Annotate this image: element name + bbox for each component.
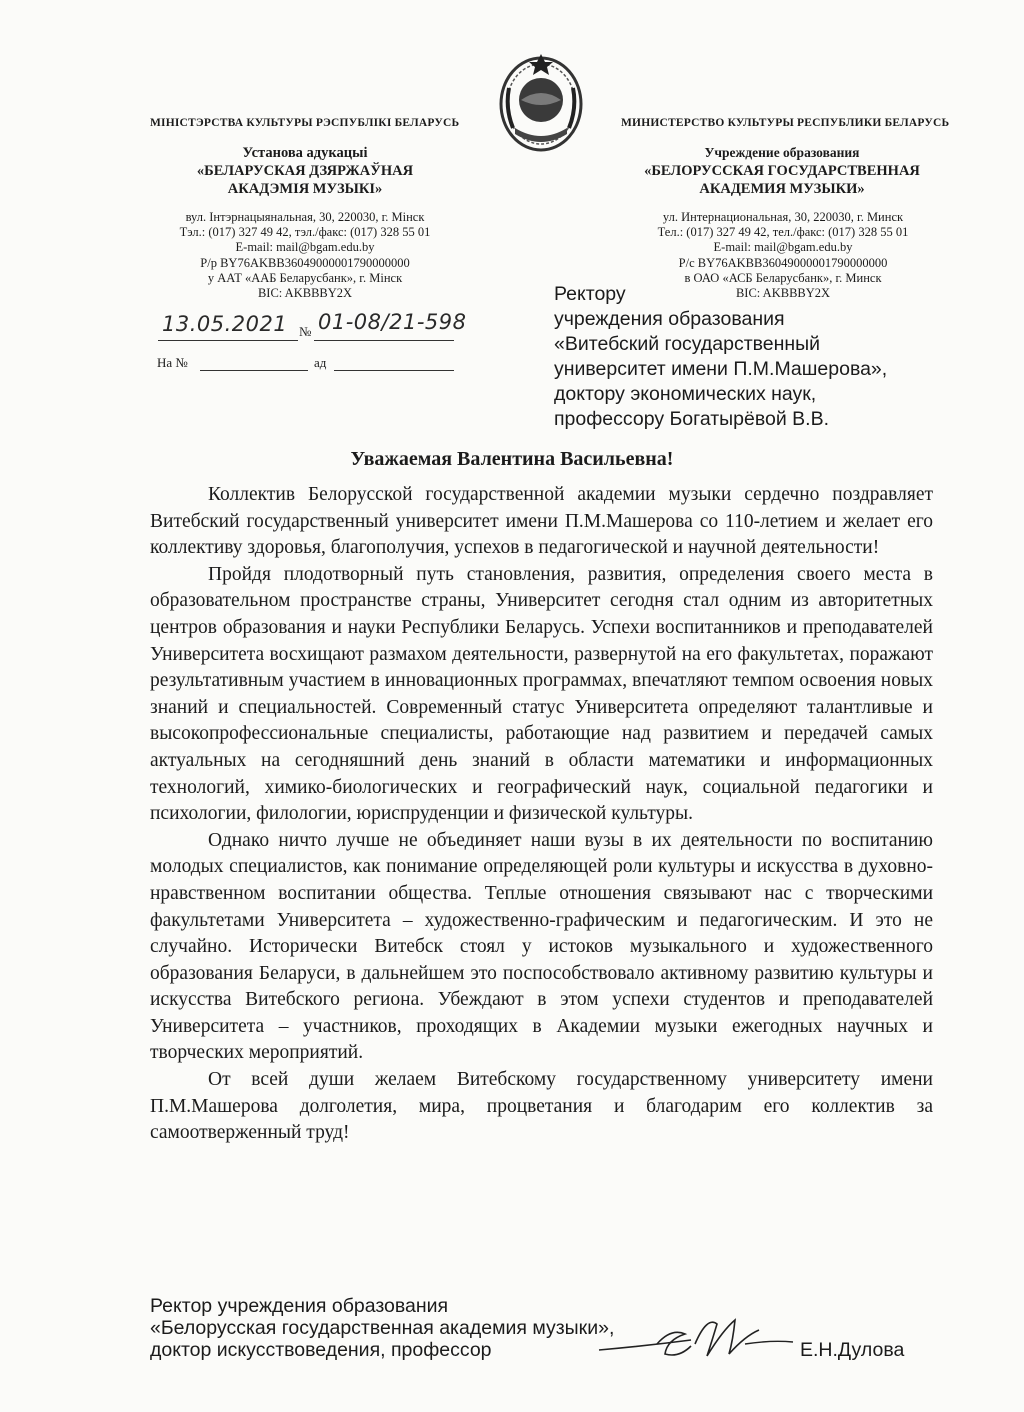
ref-date-label: ад [314, 355, 327, 370]
reg-number: 01-08/21-598 [318, 310, 467, 334]
body-paragraph: Пройдя плодотворный путь становления, развития, определения своего места в образовательном пространстве страны, Университет сегодня стал одним из авторитетных центров образования и науки Республики Беларусь. Успехи воспитанников и преподавателей Университета восхищают размахом деятельности, развернутой на его факультетах, поражают результативным участием в инновационных программах, впечатляют темпом освоения новых знаний и специальностей. Современный статус Университета определяют талантливые и высокопрофессиональные специалисты, работающие над развитием и передачей самых актуальных на сегодняшний день знаний в области математики и информационных технологий, химико-биологических и географический наук, социальной педагогики и психологии, филологии, юриспруденции и физической культуры. [150, 563, 933, 825]
email-ru: E-mail: mail@bgam.edu.by [713, 240, 853, 255]
ref-number-line [200, 370, 308, 371]
org-name-by-1: «БЕЛАРУСКАЯ ДЗЯРЖАЎНАЯ [196, 163, 414, 179]
letter-body [150, 482, 933, 1147]
ministry-title-by: МІНІСТЭРСТВА КУЛЬТУРЫ РЭСПУБЛІКІ БЕЛАРУСЬ [150, 117, 460, 129]
state-emblem-icon [497, 48, 585, 156]
bic-by: BIC: AKBBBY2X [257, 286, 353, 301]
signatory-line: «Белорусская государственная академия музыки», [150, 1317, 615, 1339]
reg-date-line [158, 340, 298, 341]
reg-no-label: № [299, 324, 312, 339]
recipient-block [554, 282, 887, 432]
ref-date-line [334, 370, 454, 371]
recipient-line: профессору Богатырёвой В.В. [554, 408, 830, 430]
recipient-line: университет имени П.М.Машерова», [554, 358, 888, 380]
recipient-line: Ректору [554, 283, 626, 305]
salutation: Уважаемая Валентина Васильевна! [350, 448, 674, 470]
recipient-line: доктору экономических наук, [554, 383, 817, 405]
signatory-name: Е.Н.Дулова [800, 1339, 905, 1361]
org-name-ru-2: АКАДЕМИЯ МУЗЫКИ» [699, 181, 865, 197]
org-type-by: Установа адукацыі [242, 145, 368, 161]
email-by: E-mail: mail@bgam.edu.by [235, 240, 375, 255]
ref-number-label: На № [157, 355, 188, 370]
body-paragraph: От всей души желаем Витебскому государственному университету имени П.М.Машерова долголетия, мира, процветания и благодарим его коллектив за самоотверженный труд! [150, 1069, 933, 1144]
bank-by: у ААТ «ААБ Беларусбанк», г. Мінск [207, 270, 403, 285]
reg-number-line [314, 340, 454, 341]
bank-ru: в ОАО «АСБ Беларусбанк», г. Минск [684, 270, 882, 285]
address-by: вул. Інтэрнацыянальная, 30, 220030, г. Мінск [185, 210, 425, 224]
body-paragraph: Коллектив Белорусской государственной академии музыки сердечно поздравляет Витебский государственный университет имени П.М.Машерова со 110-летием и желает его коллективу здоровья, благополучия, успехов в педагогической и научной деятельности! [150, 484, 933, 559]
org-block-by [150, 144, 460, 198]
account-by: Р/р BY76AKBB36049000001790000000 [200, 255, 410, 270]
signatory-line: доктор искусствоведения, профессор [150, 1339, 492, 1361]
org-name-by-2: АКАДЭМІЯ МУЗЫКІ» [227, 181, 383, 197]
reg-date: 13.05.2021 [162, 312, 288, 336]
org-name-ru-1: «БЕЛОРУССКАЯ ГОСУДАРСТВЕННАЯ [644, 163, 920, 179]
org-block-ru [621, 144, 943, 198]
signatory-title [150, 1295, 614, 1361]
phones-by: Тэл.: (017) 327 49 42, тэл./факс: (017) 328 55 01 [179, 225, 431, 240]
recipient-line: учреждения образования [554, 308, 785, 330]
phones-ru: Тел.: (017) 327 49 42, тел./факс: (017) 328 55 01 [657, 225, 909, 240]
bic-ru: BIC: AKBBBY2X [735, 286, 831, 301]
address-block-by [150, 210, 460, 301]
signatory-line: Ректор учреждения образования [150, 1295, 449, 1317]
address-ru: ул. Интернациональная, 30, 220030, г. Минск [662, 210, 904, 224]
org-type-ru: Учреждение образования [704, 145, 860, 160]
handwritten-signature-icon [595, 1310, 795, 1366]
body-paragraph: Однако ничто лучше не объединяет наши вузы в их деятельности по воспитанию молодых специалистов, как понимание определяющей роли культуры и искусства в духовно-нравственном воспитании общества. Теплые отношения связывают нас с творческими факультетами Университета – художественно-графическим и педагогическим. И это не случайно. Исторически Витебск стоял у истоков музыкального и художественного образования Беларуси, в дальнейшем это поспособствовало активному развитию культуры и искусства Витебского региона. Убеждают в этом успехи студентов и преподавателей Университета – участников, проходящих в Академии музыки ежегодных научных и творческих мероприятий. [150, 829, 933, 1064]
ministry-title-ru: МИНИСТЕРСТВО КУЛЬТУРЫ РЕСПУБЛИКИ БЕЛАРУСЬ [621, 117, 950, 129]
recipient-line: «Витебский государственный [554, 333, 821, 355]
account-ru: Р/с BY76AKBB36049000001790000000 [678, 255, 888, 270]
